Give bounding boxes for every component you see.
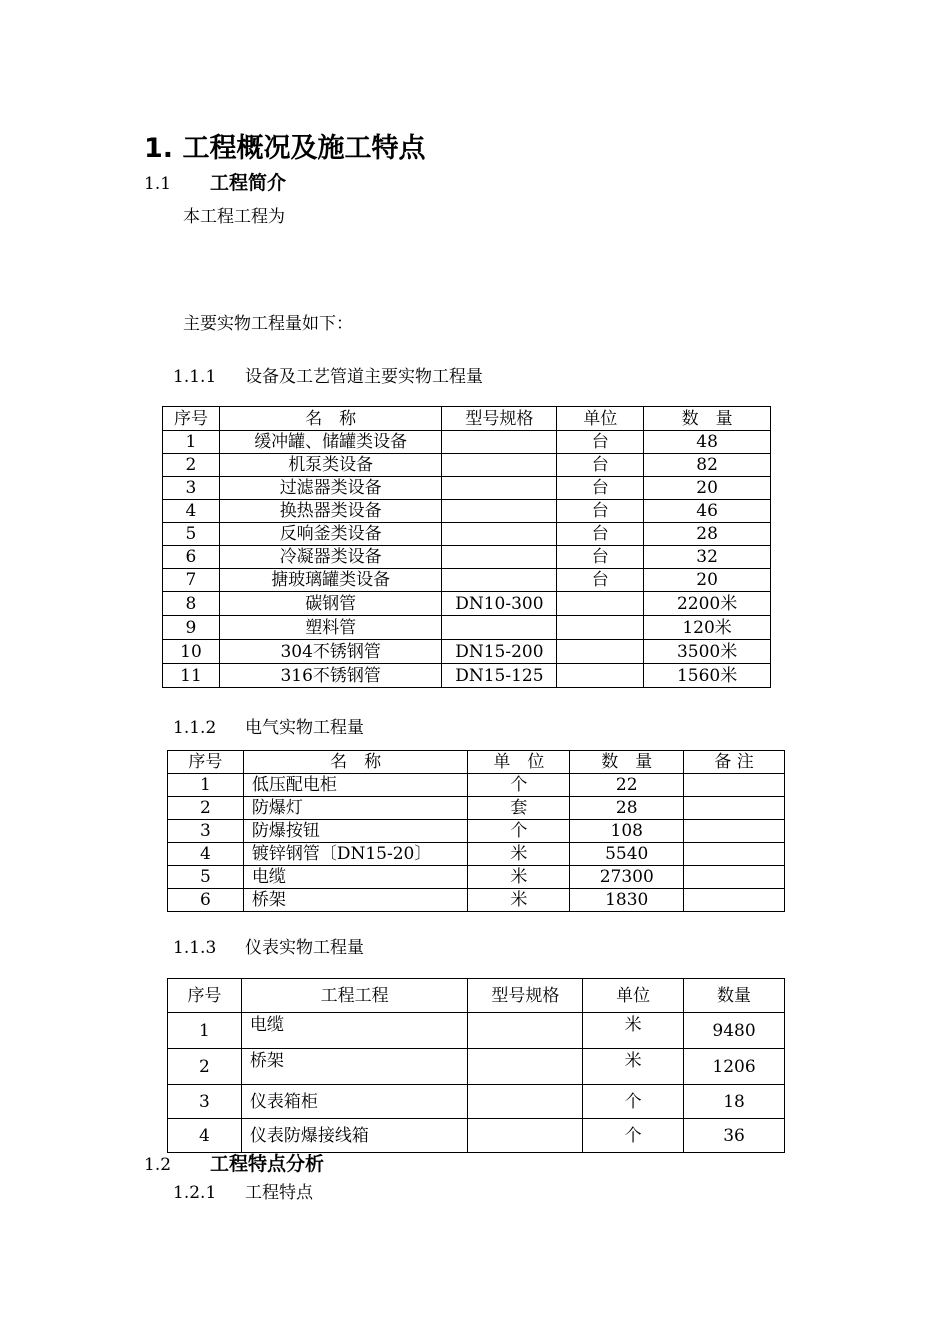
header-cell: 数量: [684, 979, 785, 1013]
cell: 桥架: [243, 889, 468, 912]
header-cell: 名 称: [219, 407, 442, 431]
cell: 台: [557, 546, 644, 569]
cell: 电缆: [243, 866, 468, 889]
cell: 120米: [644, 616, 771, 640]
cell: 5540: [570, 843, 684, 866]
table-header-row: [168, 979, 785, 1013]
cell: [442, 431, 557, 454]
header-cell: 序号: [168, 751, 244, 774]
cell: 2: [163, 454, 220, 477]
subsection-number: 1.1.2: [173, 718, 217, 738]
cell: 5: [163, 523, 220, 546]
header-cell: 备 注: [684, 751, 785, 774]
cell: 米: [583, 1013, 684, 1049]
section-1-1: [144, 168, 286, 195]
cell: 304不锈钢管: [219, 640, 442, 664]
cell: 个: [583, 1085, 684, 1119]
section-title: 工程特点分析: [210, 1153, 325, 1175]
cell: 28: [644, 523, 771, 546]
header-cell: 型号规格: [468, 979, 583, 1013]
table-row: [168, 889, 785, 912]
cell: 缓冲罐、储罐类设备: [219, 431, 442, 454]
cell: 米: [468, 866, 570, 889]
cell: [684, 889, 785, 912]
cell: 5: [168, 866, 244, 889]
cell: 9480: [684, 1013, 785, 1049]
cell: 3: [168, 820, 244, 843]
table-row: [163, 664, 771, 688]
table-row: [168, 797, 785, 820]
cell: 10: [163, 640, 220, 664]
table-row: [163, 546, 771, 569]
cell: [557, 664, 644, 688]
cell: [442, 546, 557, 569]
cell: 3: [163, 477, 220, 500]
subsection-1-1-2: [173, 713, 364, 738]
table-row: [163, 477, 771, 500]
cell: [442, 500, 557, 523]
cell: 1: [163, 431, 220, 454]
table-row: [168, 1119, 785, 1153]
subsection-1-1-1: [173, 362, 483, 387]
table-header-row: [168, 751, 785, 774]
electrical-table: [167, 750, 785, 912]
cell: 4: [163, 500, 220, 523]
cell: 塑料管: [219, 616, 442, 640]
cell: 套: [468, 797, 570, 820]
table-row: [168, 1013, 785, 1049]
cell: 冷凝器类设备: [219, 546, 442, 569]
cell: 台: [557, 454, 644, 477]
cell: 48: [644, 431, 771, 454]
cell: 换热器类设备: [219, 500, 442, 523]
cell: [468, 1013, 583, 1049]
table-row: [163, 454, 771, 477]
intro-paragraph: 本工程工程为: [183, 207, 285, 227]
table-row: [163, 500, 771, 523]
cell: 搪玻璃罐类设备: [219, 569, 442, 592]
cell: 碳钢管: [219, 592, 442, 616]
header-cell: 型号规格: [442, 407, 557, 431]
table-row: [163, 431, 771, 454]
cell: 11: [163, 664, 220, 688]
table-row: [168, 1085, 785, 1119]
header-cell: 单 位: [468, 751, 570, 774]
table-row: [168, 866, 785, 889]
cell: [557, 616, 644, 640]
cell: 台: [557, 569, 644, 592]
cell: 316不锈钢管: [219, 664, 442, 688]
cell: 1560米: [644, 664, 771, 688]
subsection-number: 1.1.1: [173, 367, 217, 387]
table-row: [168, 1049, 785, 1085]
header-cell: 序号: [168, 979, 242, 1013]
cell: 3: [168, 1085, 242, 1119]
header-cell: 名 称: [243, 751, 468, 774]
equipment-table: [162, 406, 771, 688]
heading-1: 1. 工程概况及施工特点: [144, 133, 426, 164]
cell: 82: [644, 454, 771, 477]
cell: 7: [163, 569, 220, 592]
cell: [442, 454, 557, 477]
cell: [468, 1049, 583, 1085]
cell: 台: [557, 500, 644, 523]
header-cell: 数 量: [644, 407, 771, 431]
cell: 防爆灯: [243, 797, 468, 820]
cell: 1: [168, 1013, 242, 1049]
cell: 6: [163, 546, 220, 569]
cell: 8: [163, 592, 220, 616]
cell: 过滤器类设备: [219, 477, 442, 500]
main-list-paragraph: 主要实物工程量如下：: [183, 314, 353, 334]
subsection-title: 工程特点: [245, 1183, 313, 1203]
cell: 个: [468, 820, 570, 843]
cell: [468, 1119, 583, 1153]
cell: 18: [684, 1085, 785, 1119]
cell: 27300: [570, 866, 684, 889]
cell: 4: [168, 843, 244, 866]
section-number: 1.2: [144, 1155, 172, 1175]
table-row: [163, 523, 771, 546]
cell: 仪表箱柜: [241, 1085, 468, 1119]
cell: DN15-125: [442, 664, 557, 688]
cell: [684, 843, 785, 866]
subsection-1-2-1: [173, 1178, 313, 1203]
cell: 桥架: [241, 1049, 468, 1085]
cell: 电缆: [241, 1013, 468, 1049]
section-title: 工程简介: [210, 172, 287, 194]
cell: 1206: [684, 1049, 785, 1085]
cell: 4: [168, 1119, 242, 1153]
cell: 1: [168, 774, 244, 797]
table-row: [168, 774, 785, 797]
subsection-title: 设备及工艺管道主要实物工程量: [245, 367, 483, 387]
table-header-row: [163, 407, 771, 431]
table-row: [163, 616, 771, 640]
cell: 28: [570, 797, 684, 820]
cell: [684, 774, 785, 797]
cell: 反响釜类设备: [219, 523, 442, 546]
header-cell: 数 量: [570, 751, 684, 774]
cell: [684, 820, 785, 843]
cell: [684, 797, 785, 820]
table-row: [168, 820, 785, 843]
table-row: [168, 843, 785, 866]
section-1-2: [144, 1149, 324, 1176]
subsection-1-1-3: [173, 933, 364, 958]
cell: 米: [468, 843, 570, 866]
cell: [468, 1085, 583, 1119]
cell: 108: [570, 820, 684, 843]
cell: 仪表防爆接线箱: [241, 1119, 468, 1153]
cell: 镀锌钢管〔DN15-20〕: [243, 843, 468, 866]
cell: 米: [583, 1049, 684, 1085]
cell: 20: [644, 477, 771, 500]
header-cell: 单位: [557, 407, 644, 431]
cell: DN10-300: [442, 592, 557, 616]
cell: 2: [168, 797, 244, 820]
cell: 2: [168, 1049, 242, 1085]
table-row: [163, 640, 771, 664]
cell: 个: [583, 1119, 684, 1153]
cell: 台: [557, 477, 644, 500]
cell: 46: [644, 500, 771, 523]
cell: 32: [644, 546, 771, 569]
cell: [442, 477, 557, 500]
subsection-title: 电气实物工程量: [245, 718, 364, 738]
cell: 3500米: [644, 640, 771, 664]
cell: 个: [468, 774, 570, 797]
header-cell: 单位: [583, 979, 684, 1013]
cell: [684, 866, 785, 889]
cell: 低压配电柜: [243, 774, 468, 797]
cell: 1830: [570, 889, 684, 912]
cell: [442, 523, 557, 546]
cell: [442, 616, 557, 640]
header-cell: 序号: [163, 407, 220, 431]
cell: 防爆按钮: [243, 820, 468, 843]
cell: 20: [644, 569, 771, 592]
cell: 机泵类设备: [219, 454, 442, 477]
section-number: 1.1: [144, 174, 172, 194]
header-cell: 工程工程: [241, 979, 468, 1013]
subsection-number: 1.1.3: [173, 938, 217, 958]
cell: DN15-200: [442, 640, 557, 664]
subsection-number: 1.2.1: [173, 1183, 217, 1203]
cell: 台: [557, 431, 644, 454]
subsection-title: 仪表实物工程量: [245, 938, 364, 958]
cell: 36: [684, 1119, 785, 1153]
table-row: [163, 569, 771, 592]
table-row: [163, 592, 771, 616]
cell: 22: [570, 774, 684, 797]
cell: 台: [557, 523, 644, 546]
instrument-table: [167, 978, 785, 1153]
cell: [557, 640, 644, 664]
cell: 2200米: [644, 592, 771, 616]
cell: 6: [168, 889, 244, 912]
cell: [557, 592, 644, 616]
cell: 米: [468, 889, 570, 912]
cell: [442, 569, 557, 592]
cell: 9: [163, 616, 220, 640]
